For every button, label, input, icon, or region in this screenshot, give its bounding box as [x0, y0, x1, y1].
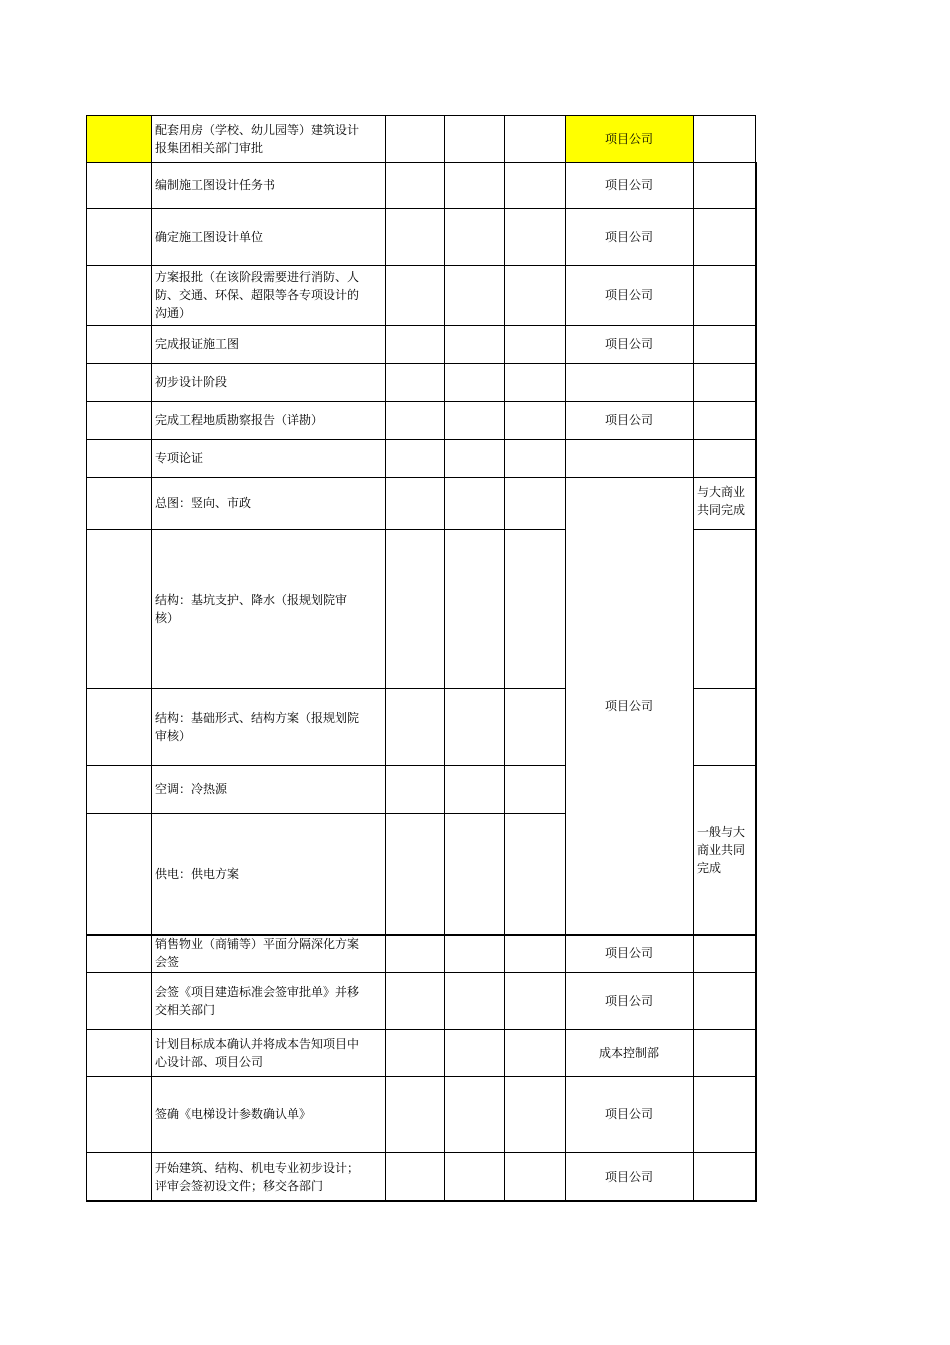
grid-line	[86, 265, 756, 266]
task-cell: 开始建筑、结构、机电专业初步设计； 评审会签初设文件；移交各部门	[155, 1161, 360, 1193]
task-cell: 计划目标成本确认并将成本告知项目中 心设计部、项目公司	[155, 1036, 360, 1069]
owner-cell: 项目公司	[604, 993, 653, 1008]
owner-cell: 项目公司	[604, 946, 653, 960]
grid-line	[86, 1200, 756, 1202]
grid-line	[444, 115, 445, 1202]
grid-line	[755, 162, 757, 1202]
task-cell: 空调：冷热源	[155, 782, 228, 796]
grid-line	[86, 529, 565, 530]
grid-line	[693, 115, 694, 1202]
grid-line	[86, 1152, 756, 1153]
task-cell: 销售物业（商铺等）平面分隔深化方案 会签	[155, 937, 360, 969]
task-cell: 完成报证施工图	[155, 337, 240, 351]
owner-cell: 项目公司	[604, 288, 653, 302]
owner-cell: 项目公司	[604, 178, 653, 192]
grid-line	[86, 688, 565, 689]
grid-line	[86, 363, 756, 364]
grid-line	[86, 401, 756, 402]
task-table	[86, 115, 756, 1202]
grid-line	[86, 115, 87, 1202]
task-cell: 专项论证	[155, 451, 204, 465]
grid-line	[693, 765, 756, 766]
grid-line	[86, 208, 756, 209]
owner-cell: 项目公司	[604, 229, 653, 244]
owner-cell: 成本控制部	[598, 1045, 659, 1060]
grid-line	[693, 529, 756, 530]
grid-line	[86, 162, 756, 163]
grid-line	[86, 115, 756, 116]
task-cell: 完成工程地质勘察报告（详勘）	[155, 413, 324, 427]
note-cell-merged: 一般与大 商业共同 完成	[697, 824, 746, 875]
note-cell: 与大商业 共同完成	[697, 485, 746, 517]
owner-cell: 项目公司	[604, 337, 653, 351]
task-cell: 结构：基础形式、结构方案（报规划院 审核）	[155, 710, 360, 743]
owner-cell: 项目公司	[604, 413, 653, 427]
task-cell: 初步设计阶段	[155, 375, 228, 389]
owner-cell: 项目公司	[604, 1107, 653, 1121]
grid-line	[86, 972, 756, 973]
grid-line	[86, 439, 756, 440]
grid-line	[86, 1029, 756, 1030]
task-cell: 配套用房（学校、幼儿园等）建筑设计 报集团相关部门审批	[155, 122, 360, 155]
grid-line	[86, 1076, 756, 1077]
owner-cell: 项目公司	[604, 1170, 653, 1184]
task-cell: 总图：竖向、市政	[155, 496, 252, 510]
grid-line	[385, 115, 386, 1202]
row-marker-highlight	[86, 115, 151, 162]
task-cell: 签确《电梯设计参数确认单》	[155, 1107, 312, 1121]
grid-line	[693, 688, 756, 689]
grid-line	[151, 115, 152, 1202]
owner-cell-highlight: 项目公司	[565, 115, 693, 162]
grid-line	[86, 934, 756, 936]
task-cell: 会签《项目建造标准会签审批单》并移 交相关部门	[155, 984, 360, 1017]
grid-line	[86, 477, 756, 478]
task-cell: 方案报批（在该阶段需要进行消防、人 防、交通、环保、超限等各专项设计的 沟通）	[155, 270, 360, 320]
task-cell: 结构：基坑支护、降水（报规划院审 核）	[155, 592, 348, 625]
grid-line	[86, 325, 756, 326]
grid-line	[504, 115, 505, 1202]
task-cell: 供电：供电方案	[155, 866, 240, 881]
task-cell: 确定施工图设计单位	[155, 229, 264, 244]
grid-line	[86, 813, 565, 814]
task-cell: 编制施工图设计任务书	[155, 178, 276, 192]
owner-cell-merged: 项目公司	[604, 698, 653, 713]
grid-line	[565, 115, 566, 1202]
grid-line	[86, 765, 565, 766]
